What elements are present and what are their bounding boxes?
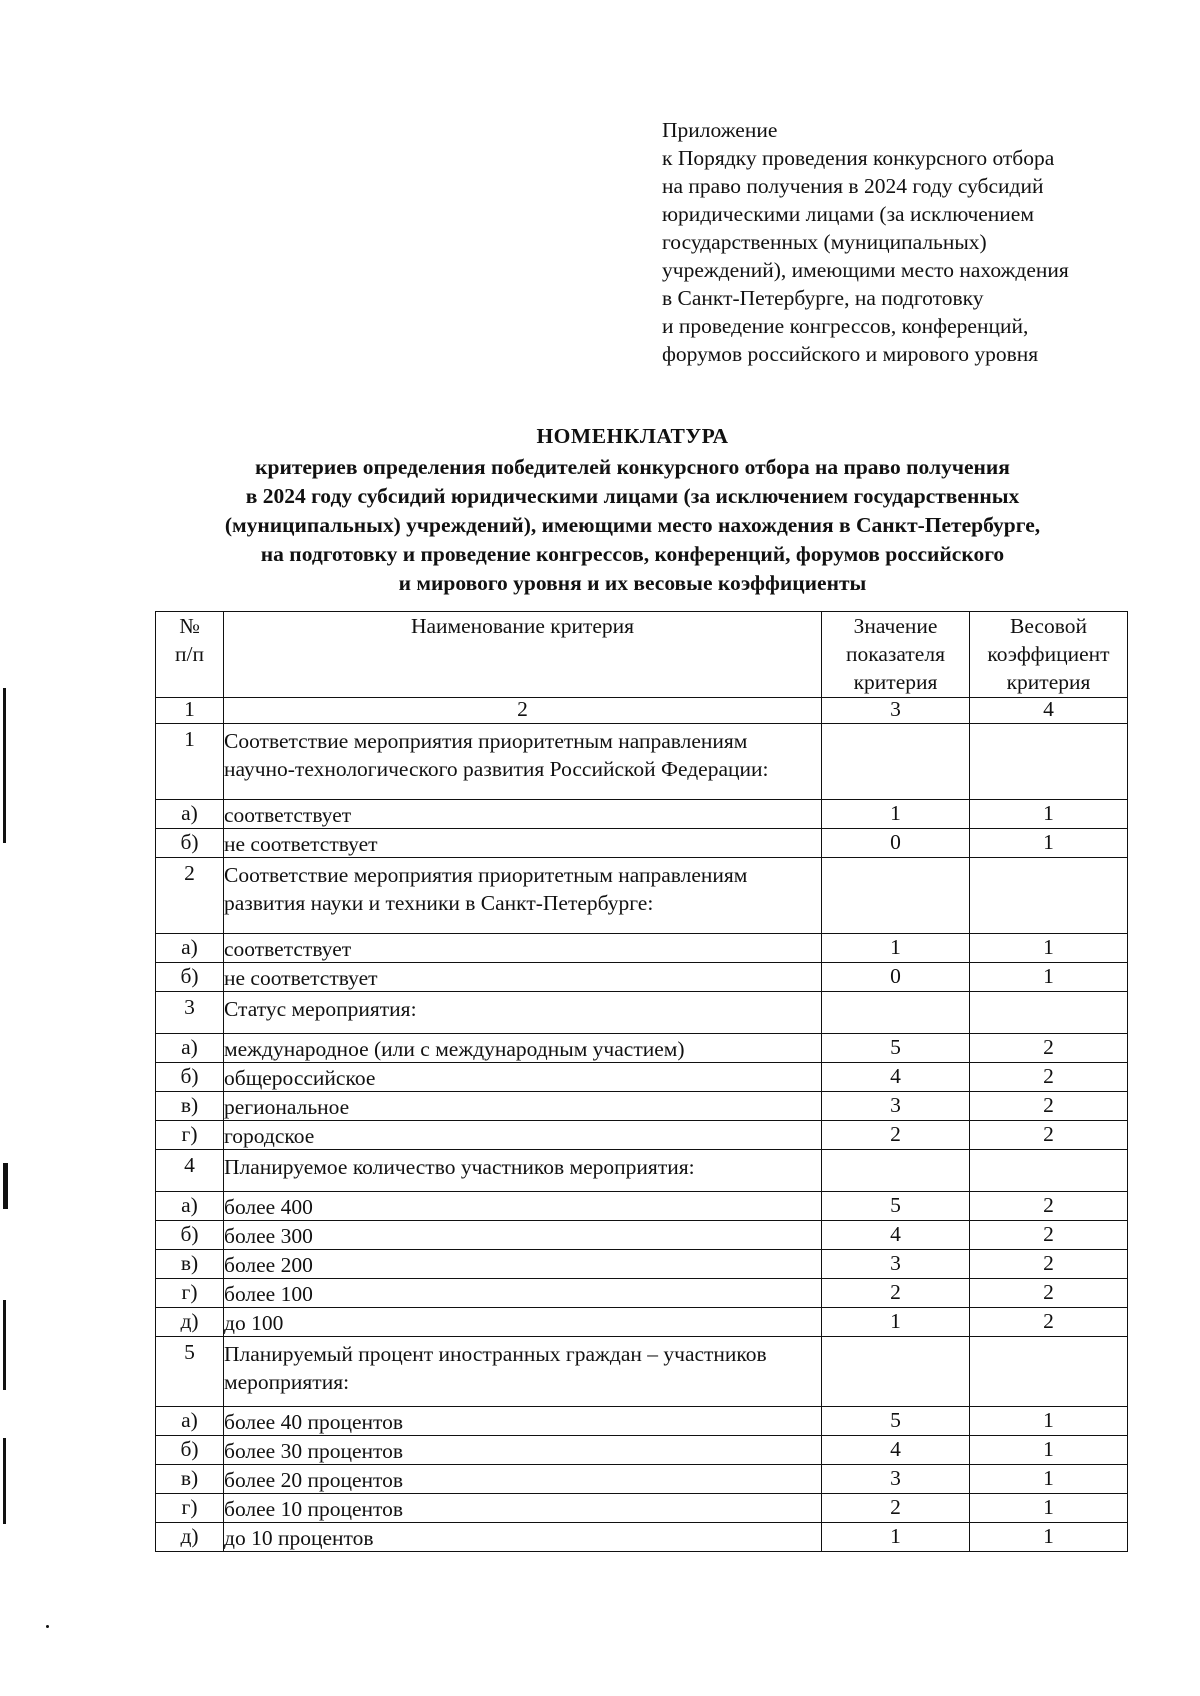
row-letter: б) <box>156 1221 224 1250</box>
table-row <box>156 1063 1128 1092</box>
row-value: 1 <box>822 1308 970 1337</box>
document-title <box>100 422 1165 598</box>
row-letter: в) <box>156 1092 224 1121</box>
table-row <box>156 1494 1128 1523</box>
row-name: до 100 <box>224 1308 822 1337</box>
row-letter: в) <box>156 1465 224 1494</box>
row-name: городское <box>224 1121 822 1150</box>
appendix-line: к Порядку проведения конкурсного отбора <box>662 146 1055 170</box>
row-letter: б) <box>156 1063 224 1092</box>
section-value <box>822 1337 970 1407</box>
title-line: (муниципальных) учреждений), имеющими место нахождения в Санкт-Петербурге, <box>224 513 1041 537</box>
row-name: соответствует <box>224 800 822 829</box>
row-weight: 2 <box>970 1192 1128 1221</box>
row-value: 2 <box>822 1494 970 1523</box>
row-value: 4 <box>822 1436 970 1465</box>
row-weight: 2 <box>970 1034 1128 1063</box>
section-row <box>156 1150 1128 1192</box>
row-value: 2 <box>822 1121 970 1150</box>
row-name: региональное <box>224 1092 822 1121</box>
row-weight: 1 <box>970 1436 1128 1465</box>
row-value: 0 <box>822 829 970 858</box>
title-line: и мирового уровня и их весовые коэффициенты <box>398 571 867 595</box>
section-name: Соответствие мероприятия приоритетным направлениям научно-технологического развития Российской Федерации: <box>224 724 822 800</box>
appendix-line: государственных (муниципальных) <box>662 230 987 254</box>
table-row <box>156 963 1128 992</box>
row-letter: а) <box>156 1192 224 1221</box>
row-name: соответствует <box>224 934 822 963</box>
row-weight: 1 <box>970 800 1128 829</box>
row-name: более 100 <box>224 1279 822 1308</box>
row-value: 4 <box>822 1063 970 1092</box>
criteria-table-body <box>156 724 1128 1552</box>
row-letter: а) <box>156 1407 224 1436</box>
table-row <box>156 934 1128 963</box>
row-letter: г) <box>156 1494 224 1523</box>
section-row <box>156 992 1128 1034</box>
row-weight: 1 <box>970 829 1128 858</box>
row-name: не соответствует <box>224 963 822 992</box>
table-row <box>156 1034 1128 1063</box>
row-weight: 2 <box>970 1121 1128 1150</box>
section-row <box>156 724 1128 800</box>
row-name: не соответствует <box>224 829 822 858</box>
row-name: до 10 процентов <box>224 1523 822 1552</box>
header-weight: Весовой коэффициент критерия <box>970 612 1128 698</box>
section-weight <box>970 1150 1128 1192</box>
title-line: в 2024 году субсидий юридическими лицами (за исключением государственных <box>245 484 1020 508</box>
section-row <box>156 1337 1128 1407</box>
header-num: № п/п <box>156 612 224 698</box>
section-number: 4 <box>156 1150 224 1192</box>
section-number: 1 <box>156 724 224 800</box>
row-letter: а) <box>156 1034 224 1063</box>
row-value: 3 <box>822 1465 970 1494</box>
appendix-line: юридическими лицами (за исключением <box>662 202 1034 226</box>
table-row <box>156 1221 1128 1250</box>
row-value: 3 <box>822 1092 970 1121</box>
table-row <box>156 1308 1128 1337</box>
row-weight: 1 <box>970 963 1128 992</box>
row-name: более 400 <box>224 1192 822 1221</box>
section-number: 3 <box>156 992 224 1034</box>
row-weight: 1 <box>970 1523 1128 1552</box>
table-row <box>156 1250 1128 1279</box>
section-weight <box>970 1337 1128 1407</box>
appendix-line: форумов российского и мирового уровня <box>662 342 1039 366</box>
scan-mark <box>3 688 6 843</box>
section-value <box>822 858 970 934</box>
appendix-line: учреждений), имеющими место нахождения <box>662 258 1069 282</box>
section-name: Статус мероприятия: <box>224 992 822 1034</box>
table-row <box>156 1121 1128 1150</box>
table-row <box>156 1465 1128 1494</box>
row-letter: г) <box>156 1121 224 1150</box>
appendix-note <box>662 116 1182 368</box>
section-weight <box>970 858 1128 934</box>
criteria-table <box>155 611 1128 1552</box>
row-value: 4 <box>822 1221 970 1250</box>
section-row <box>156 858 1128 934</box>
table-row <box>156 829 1128 858</box>
row-weight: 1 <box>970 1407 1128 1436</box>
appendix-line: и проведение конгрессов, конференций, <box>662 314 1029 338</box>
header-name: Наименование критерия <box>224 612 822 698</box>
table-row <box>156 1407 1128 1436</box>
section-name: Соответствие мероприятия приоритетным направлениям развития науки и техники в Санкт-Петербурге: <box>224 858 822 934</box>
column-number: 4 <box>970 698 1128 724</box>
row-name: более 30 процентов <box>224 1436 822 1465</box>
scan-dot <box>46 1625 49 1628</box>
row-weight: 2 <box>970 1092 1128 1121</box>
row-weight: 1 <box>970 934 1128 963</box>
appendix-line: на право получения в 2024 году субсидий <box>662 174 1044 198</box>
section-number: 2 <box>156 858 224 934</box>
title-line: критериев определения победителей конкурсного отбора на право получения <box>255 455 1010 479</box>
table-row <box>156 1279 1128 1308</box>
row-letter: в) <box>156 1250 224 1279</box>
row-letter: б) <box>156 963 224 992</box>
row-letter: г) <box>156 1279 224 1308</box>
row-name: более 20 процентов <box>224 1465 822 1494</box>
table-row <box>156 1436 1128 1465</box>
section-number: 5 <box>156 1337 224 1407</box>
row-name: более 300 <box>224 1221 822 1250</box>
section-value <box>822 724 970 800</box>
row-value: 1 <box>822 1523 970 1552</box>
table-row <box>156 1192 1128 1221</box>
row-letter: б) <box>156 1436 224 1465</box>
column-number: 3 <box>822 698 970 724</box>
section-value <box>822 1150 970 1192</box>
row-weight: 2 <box>970 1308 1128 1337</box>
section-value <box>822 992 970 1034</box>
table-row <box>156 1523 1128 1552</box>
table-header-row <box>156 612 1128 698</box>
row-letter: б) <box>156 829 224 858</box>
table-row <box>156 800 1128 829</box>
row-value: 0 <box>822 963 970 992</box>
row-weight: 2 <box>970 1221 1128 1250</box>
row-name: более 10 процентов <box>224 1494 822 1523</box>
header-value: Значение показателя критерия <box>822 612 970 698</box>
row-letter: д) <box>156 1523 224 1552</box>
row-weight: 2 <box>970 1279 1128 1308</box>
appendix-line: в Санкт-Петербурге, на подготовку <box>662 286 984 310</box>
column-number: 2 <box>224 698 822 724</box>
row-name: более 40 процентов <box>224 1407 822 1436</box>
row-letter: д) <box>156 1308 224 1337</box>
row-letter: а) <box>156 800 224 829</box>
section-name: Планируемый процент иностранных граждан – участников мероприятия: <box>224 1337 822 1407</box>
section-weight <box>970 992 1128 1034</box>
row-name: международное (или с международным участием) <box>224 1034 822 1063</box>
row-weight: 1 <box>970 1494 1128 1523</box>
section-name: Планируемое количество участников мероприятия: <box>224 1150 822 1192</box>
row-value: 1 <box>822 800 970 829</box>
row-value: 3 <box>822 1250 970 1279</box>
row-name: общероссийское <box>224 1063 822 1092</box>
scan-mark <box>3 1300 6 1390</box>
row-value: 5 <box>822 1407 970 1436</box>
scan-mark <box>3 1438 6 1524</box>
row-name: более 200 <box>224 1250 822 1279</box>
row-value: 1 <box>822 934 970 963</box>
row-letter: а) <box>156 934 224 963</box>
row-value: 5 <box>822 1034 970 1063</box>
row-value: 2 <box>822 1279 970 1308</box>
table-row <box>156 1092 1128 1121</box>
column-number: 1 <box>156 698 224 724</box>
title-main: НОМЕНКЛАТУРА <box>536 424 729 448</box>
row-weight: 2 <box>970 1063 1128 1092</box>
section-weight <box>970 724 1128 800</box>
row-weight: 1 <box>970 1465 1128 1494</box>
appendix-line: Приложение <box>662 118 778 142</box>
column-numbers-row <box>156 698 1128 724</box>
title-line: на подготовку и проведение конгрессов, конференций, форумов российского <box>260 542 1005 566</box>
scan-mark <box>3 1163 8 1209</box>
row-weight: 2 <box>970 1250 1128 1279</box>
row-value: 5 <box>822 1192 970 1221</box>
